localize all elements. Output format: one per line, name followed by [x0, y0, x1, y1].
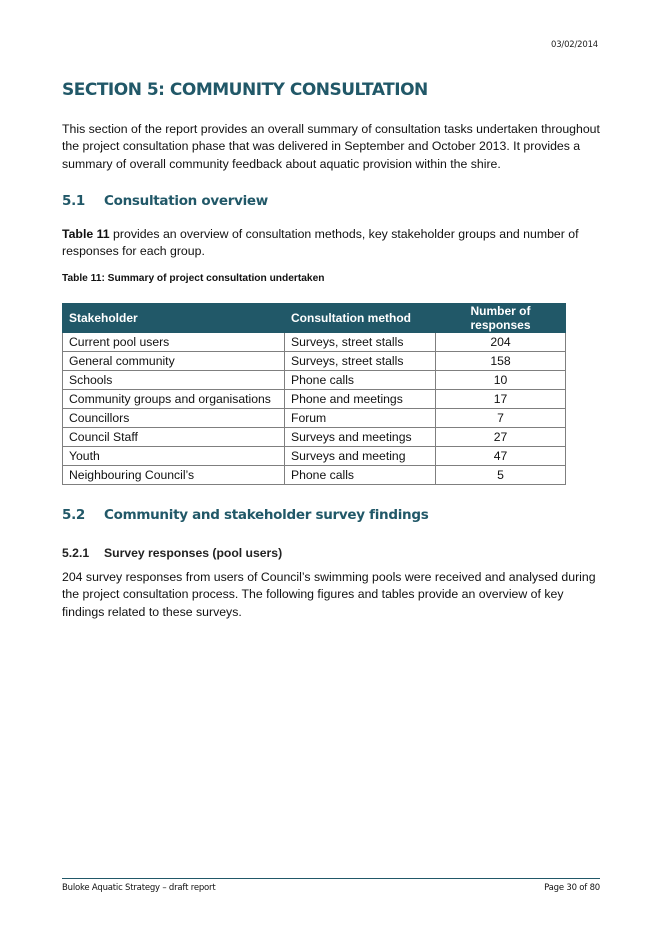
table-row: [63, 428, 566, 447]
table-row: [63, 371, 566, 390]
consultation-overview-paragraph: [62, 226, 602, 261]
table-row: [63, 466, 566, 485]
heading-text: Consultation overview: [104, 193, 268, 209]
cell-stakeholder: Councillors: [63, 409, 285, 428]
cell-method: Surveys, street stalls: [285, 333, 436, 352]
heading-text: Community and stakeholder survey findings: [104, 507, 429, 523]
header-stakeholder: Stakeholder: [63, 304, 285, 333]
cell-method: Phone and meetings: [285, 390, 436, 409]
header-consultation-method: Consultation method: [285, 304, 436, 333]
cell-method: Phone calls: [285, 466, 436, 485]
cell-stakeholder: Neighbouring Council’s: [63, 466, 285, 485]
table-row: [63, 447, 566, 466]
table-row: [63, 409, 566, 428]
section-intro: This section of the report provides an overall summary of consultation tasks undertaken throughout the project consultation phase that was delivered in September and October 2013. It provides a summary of overall community feedback about aquatic provision within the shire.: [62, 122, 600, 171]
survey-responses-paragraph: 204 survey responses from users of Council’s swimming pools were received and analysed during the project consultation process. The following figures and tables provide an overview of key findings related to these surveys.: [62, 570, 596, 619]
cell-responses: 5: [436, 466, 566, 485]
cell-stakeholder: Council Staff: [63, 428, 285, 447]
heading-survey-findings: [62, 507, 428, 523]
cell-responses: 47: [436, 447, 566, 466]
cell-stakeholder: Schools: [63, 371, 285, 390]
cell-stakeholder: Community groups and organisations: [63, 390, 285, 409]
cell-method: Surveys and meeting: [285, 447, 436, 466]
cell-stakeholder: Youth: [63, 447, 285, 466]
footer-divider: [62, 878, 600, 879]
cell-method: Phone calls: [285, 371, 436, 390]
cell-responses: 7: [436, 409, 566, 428]
cell-responses: 158: [436, 352, 566, 371]
heading-consultation-overview: [62, 193, 268, 209]
header-number-of-responses: Number of responses: [436, 304, 566, 333]
table-row: [63, 390, 566, 409]
section-title: SECTION 5: COMMUNITY CONSULTATION: [62, 80, 428, 100]
heading-number: 5.2.1: [62, 546, 90, 560]
cell-stakeholder: Current pool users: [63, 333, 285, 352]
footer-page-number: Page 30 of 80: [544, 883, 600, 893]
table-caption: Table 11: Summary of project consultation undertaken: [62, 273, 325, 284]
heading-number: 5.2: [62, 507, 86, 523]
cell-method: Forum: [285, 409, 436, 428]
consultation-table: [62, 303, 566, 485]
cell-responses: 204: [436, 333, 566, 352]
cell-stakeholder: General community: [63, 352, 285, 371]
header-date: 03/02/2014: [551, 40, 598, 50]
cell-method: Surveys, street stalls: [285, 352, 436, 371]
cell-responses: 27: [436, 428, 566, 447]
table-row: [63, 352, 566, 371]
table-row: [63, 333, 566, 352]
heading-survey-responses: [62, 546, 282, 560]
table-header-row: [63, 304, 566, 333]
paragraph-text: provides an overview of consultation methods, key stakeholder groups and number of responses for each group.: [62, 227, 579, 259]
heading-text: Survey responses (pool users): [104, 546, 283, 560]
table-reference: Table 11: [62, 227, 110, 241]
cell-responses: 17: [436, 390, 566, 409]
footer-document-title: Buloke Aquatic Strategy – draft report: [62, 883, 216, 893]
cell-method: Surveys and meetings: [285, 428, 436, 447]
heading-number: 5.1: [62, 193, 86, 209]
cell-responses: 10: [436, 371, 566, 390]
